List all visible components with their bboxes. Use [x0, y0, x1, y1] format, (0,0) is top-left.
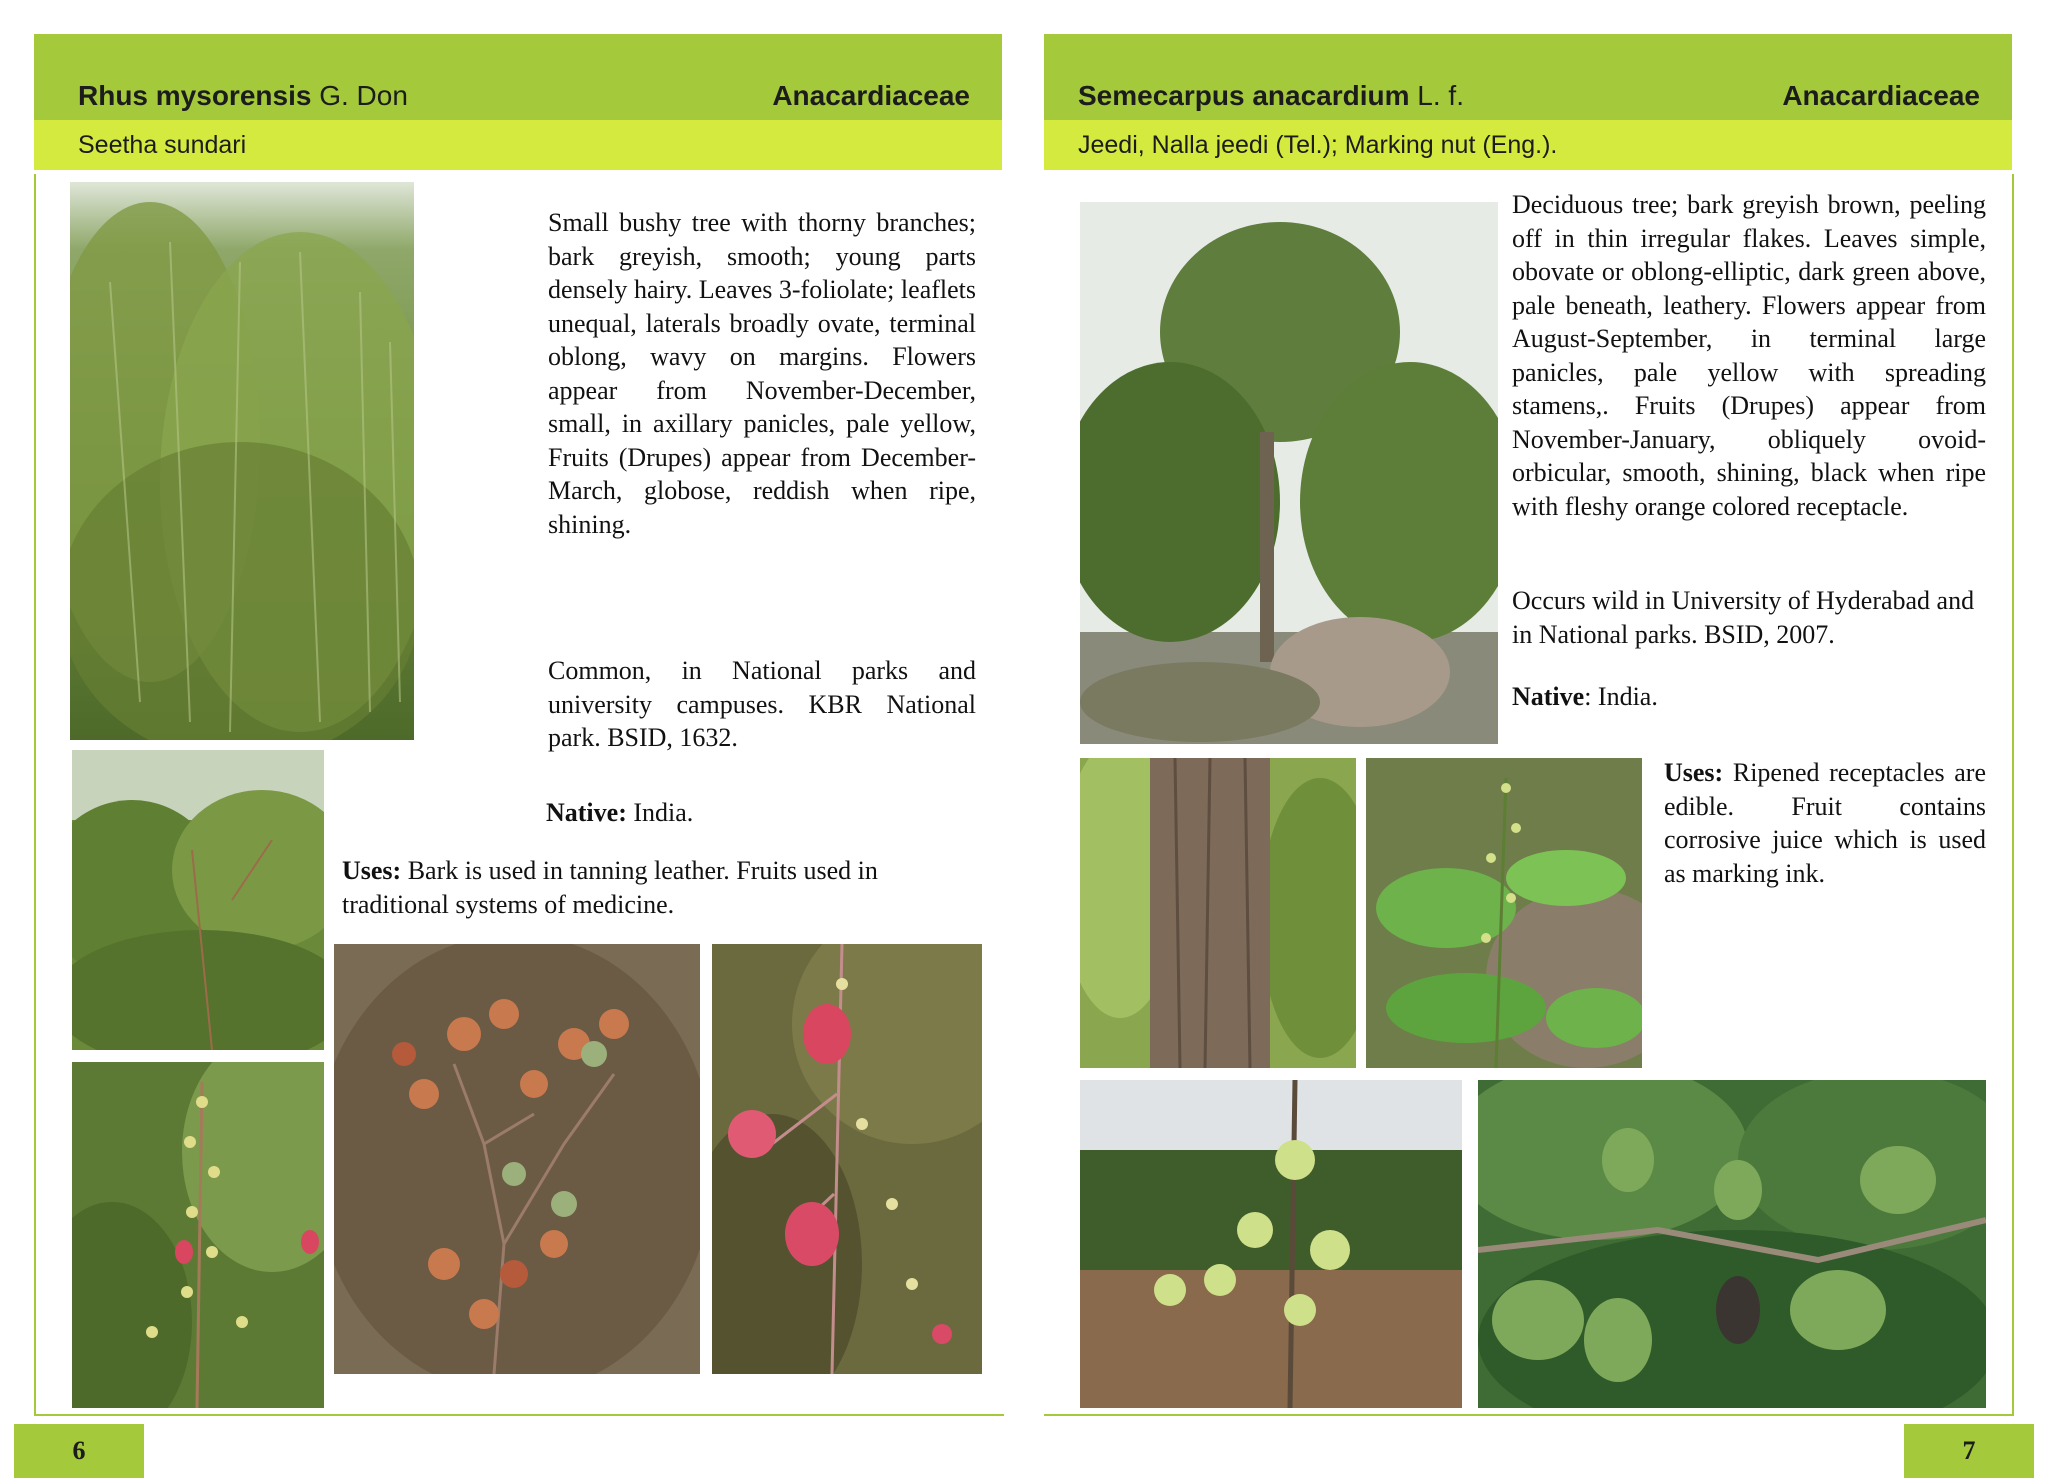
right-species-author: L. f. [1417, 80, 1464, 111]
left-page-number: 6 [14, 1424, 144, 1478]
left-description: Small bushy tree with thorny branches; bark greyish, smooth; young parts densely hairy. Leaves 3-foliolate; leaflets unequal, laterals broadly ovate, terminal oblong, wavy on margins. Flowers appear from November-December, small, in axillary panicles, pale yellow, Fruits (Drupes) appear from December-March, globose, reddish when ripe, shining. [548, 208, 976, 539]
right-uses-label: Uses: [1664, 758, 1724, 787]
left-species-title [78, 80, 408, 112]
left-species-author: G. Don [319, 80, 408, 111]
right-page [1044, 34, 2014, 1465]
right-family-name: Anacardiaceae [1782, 80, 1980, 111]
right-photo-green-fruits [1478, 1080, 1986, 1408]
right-photo-flowering-branch [1366, 758, 1642, 1068]
left-photo-fruit-cluster [334, 944, 700, 1374]
left-uses-value: Bark is used in tanning leather. Fruits used in traditional systems of medicine. [342, 856, 878, 919]
left-photo-shrub [72, 750, 324, 1050]
right-photo-bark [1080, 758, 1356, 1068]
right-native-label: Native [1512, 682, 1585, 711]
left-uses-label: Uses: [342, 856, 402, 885]
left-native-label: Native: [546, 798, 627, 827]
left-native [546, 796, 986, 830]
right-common-name: Jeedi, Nalla jeedi (Tel.); Marking nut (Eng.). [1078, 131, 1558, 159]
left-common-name: Seetha sundari [78, 131, 247, 159]
left-page [34, 34, 1004, 1465]
right-main-photo-tree [1080, 202, 1498, 744]
right-species-title [1078, 80, 1464, 112]
right-native-value: : India. [1584, 682, 1658, 711]
left-uses [342, 854, 982, 921]
right-occurrence: Occurs wild in University of Hyderabad and in National parks. BSID, 2007. [1512, 586, 1975, 649]
right-species-name: Semecarpus anacardium [1078, 80, 1410, 111]
right-uses-value: Ripened receptacles are edible. Fruit contains corrosive juice which is used as marking ink. [1664, 758, 1986, 888]
right-description: Deciduous tree; bark greyish brown, peeling off in thin irregular flakes. Leaves simple, obovate or oblong-elliptic, dark green above, pale beneath, leathery. Flowers appear from August-September, in terminal large panicles, pale yellow with spreading stamens,. Fruits (Drupes) appear from November-January, obliquely ovoid-orbicular, smooth, shining, black when ripe with fleshy orange colored receptacle. [1512, 190, 1986, 521]
left-occurrence: Common, in National parks and university campuses. KBR National park. BSID, 1632. [548, 656, 976, 752]
left-photo-flower-spike [72, 1062, 324, 1408]
left-photo-red-fruits [712, 944, 982, 1374]
left-native-value: India. [626, 798, 694, 827]
right-uses [1664, 756, 1986, 890]
right-native [1512, 680, 1986, 714]
left-species-name: Rhus mysorensis [78, 80, 312, 111]
right-page-number: 7 [1904, 1424, 2034, 1478]
left-family-name: Anacardiaceae [772, 80, 970, 111]
left-main-photo-bushy-tree [70, 182, 414, 740]
right-photo-flowers-closeup [1080, 1080, 1462, 1408]
